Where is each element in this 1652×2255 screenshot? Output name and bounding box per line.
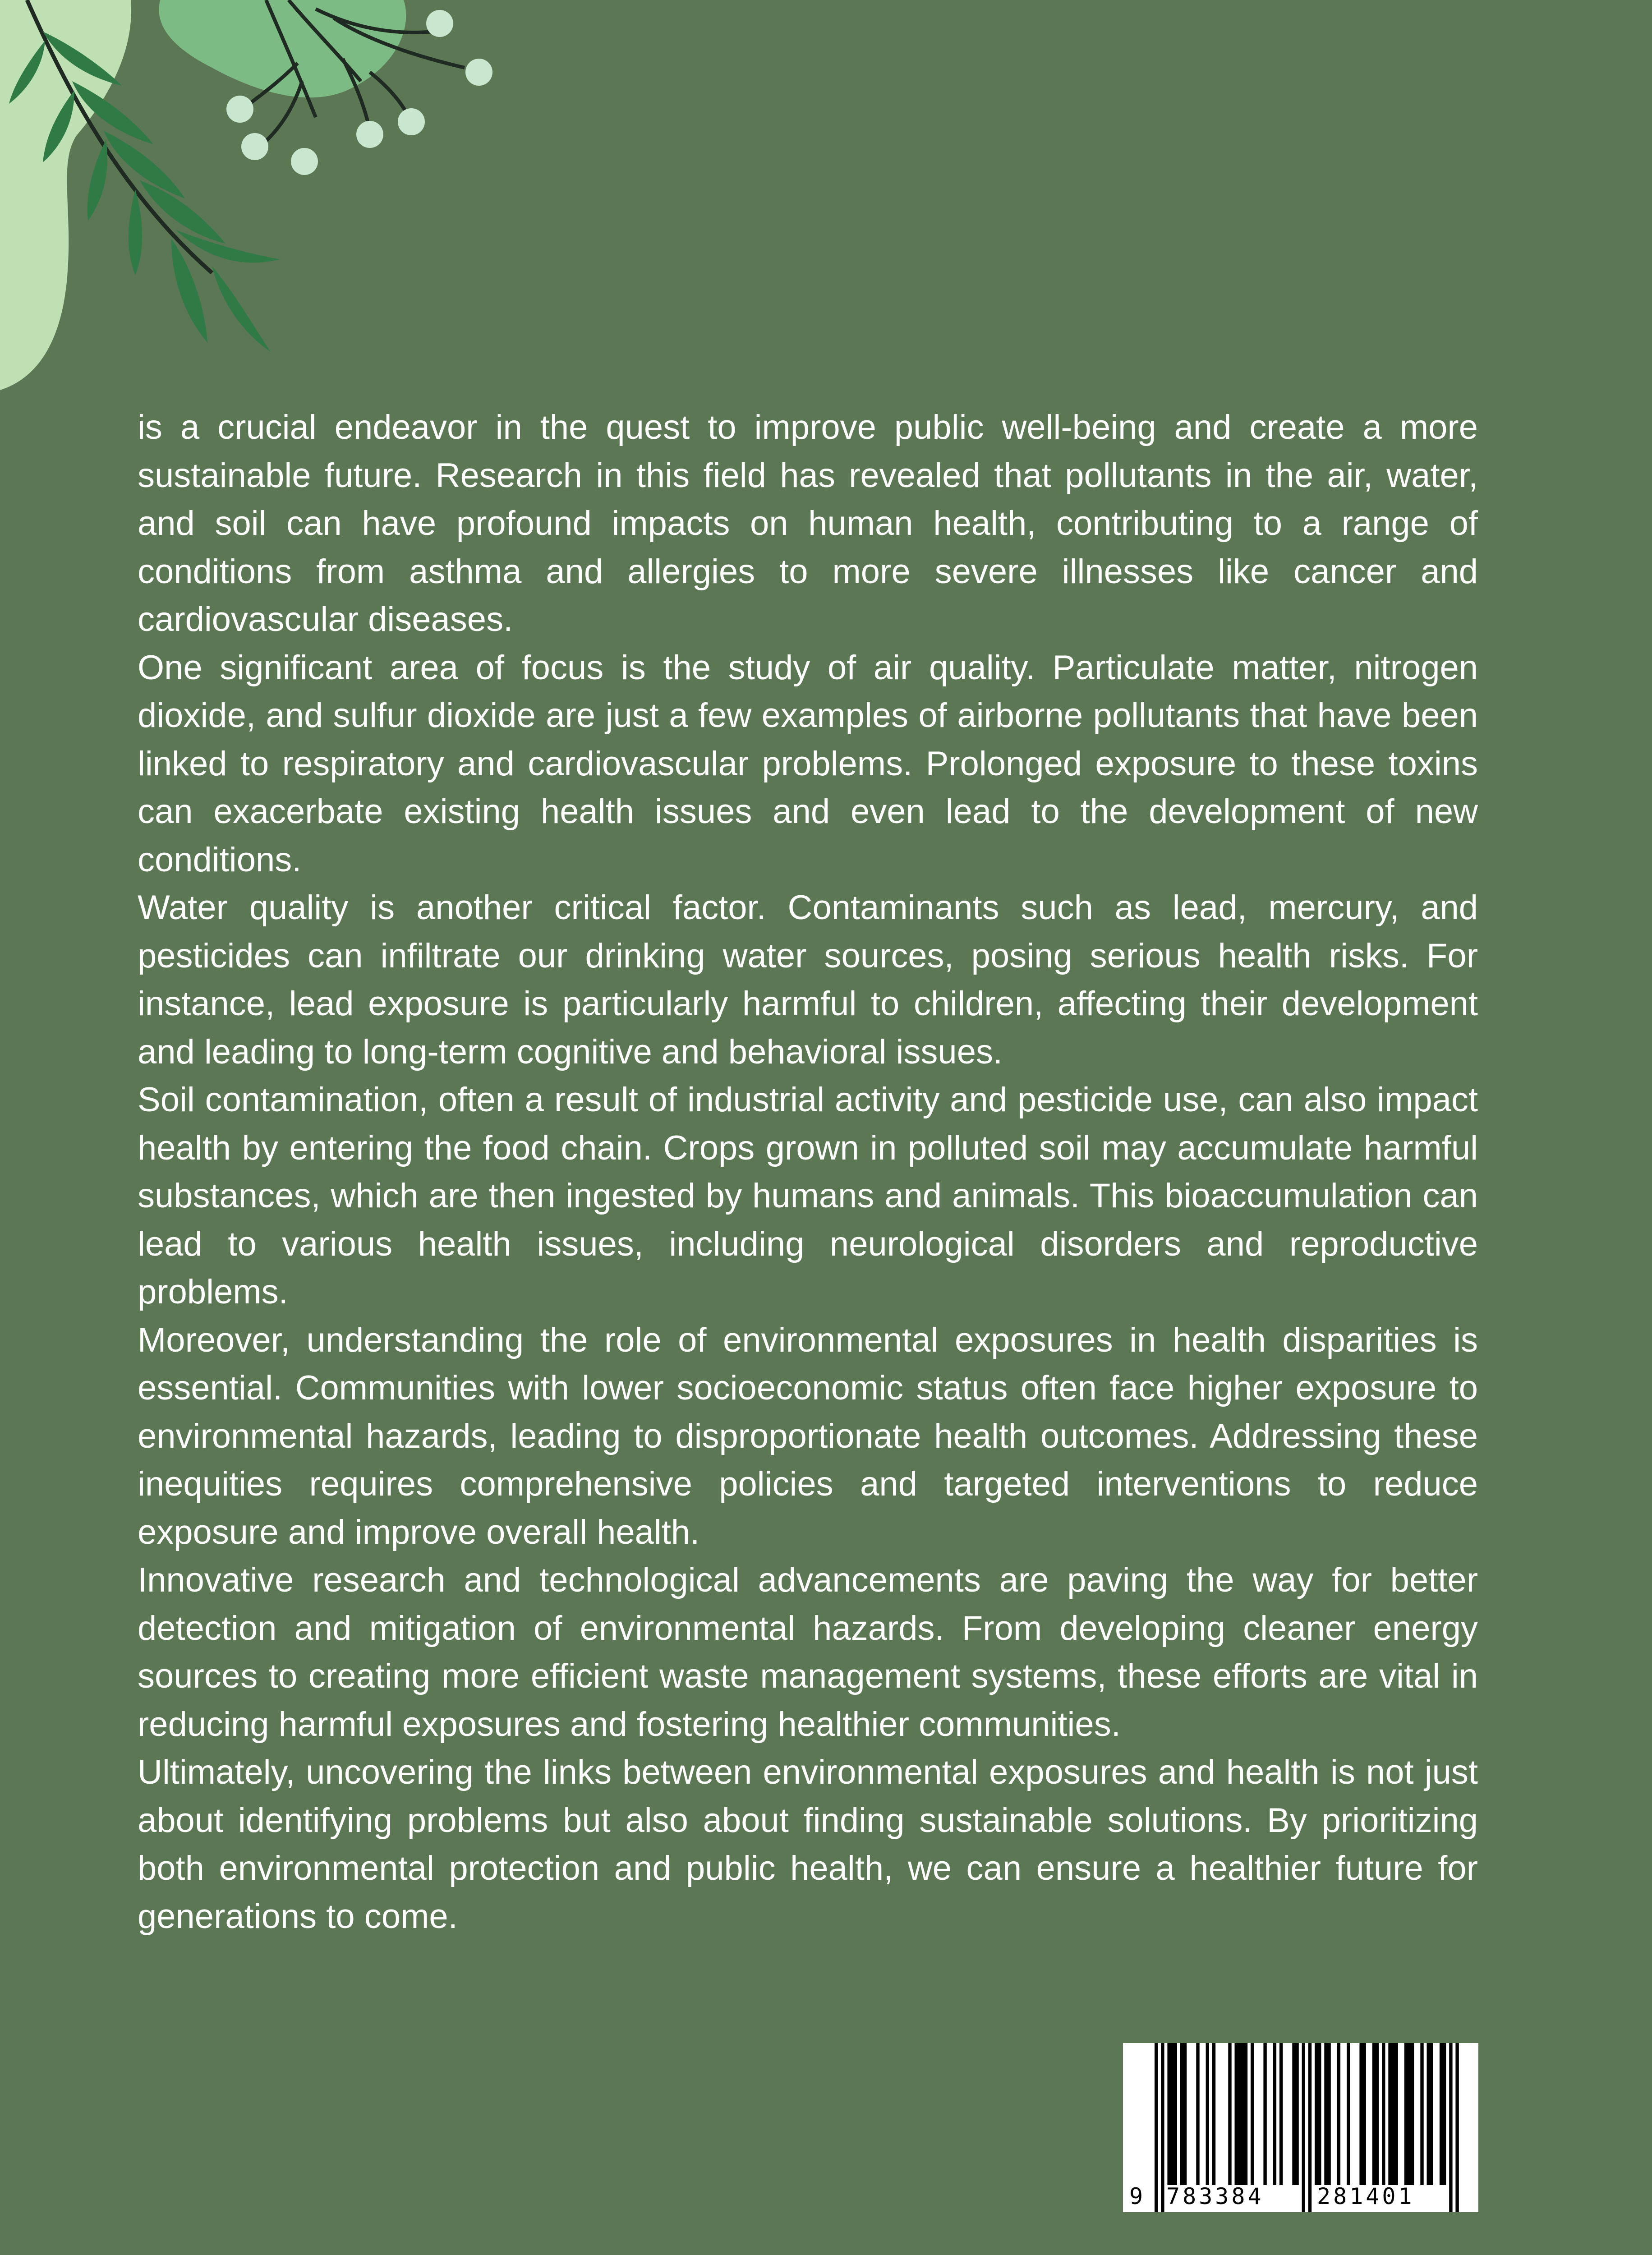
mid-leaf-shape <box>159 0 406 97</box>
barcode-bar <box>1279 2043 1283 2185</box>
barcode-bar <box>1212 2043 1215 2185</box>
isbn-barcode <box>1123 2043 1478 2212</box>
barcode-bar <box>1404 2043 1408 2185</box>
barcode-bar <box>1347 2043 1350 2185</box>
barcode-digits <box>1123 2183 1478 2210</box>
barcode-bar <box>1292 2043 1295 2185</box>
barcode-bar <box>1238 2043 1241 2185</box>
barcode-bar <box>1327 2043 1330 2185</box>
barcode-bar <box>1440 2043 1443 2185</box>
barcode-bar <box>1263 2043 1266 2185</box>
barcode-bar <box>1183 2043 1187 2185</box>
barcode-bar <box>1363 2043 1366 2185</box>
paragraph-intro: is a crucial endeavor in the quest to improve public well-being and create a more sustainable future. Research in this field has revealed that pollutants in the air, water, and soil can have profound impacts on human health, contributing to a range of conditions from asthma and allergies to more severe illnesses like cancer and cardiovascular diseases. <box>138 408 1478 639</box>
barcode-right-group: 281401 <box>1317 2183 1415 2209</box>
barcode-bar <box>1388 2043 1391 2185</box>
barcode-left-group: 783384 <box>1166 2183 1264 2209</box>
barcode-bar <box>1273 2043 1276 2185</box>
barcode-bar <box>1295 2043 1298 2185</box>
barcode-bar <box>1318 2043 1321 2185</box>
botanical-leaves-icon <box>0 0 541 406</box>
paragraph-conclusion: Ultimately, uncovering the links between environmental exposures and health is not just about identifying problems but also about finding sustainable solutions. By prioritizing both environmental protection and public health, we can ensure a healthier future for generations to come. <box>138 1753 1478 1936</box>
barcode-bar <box>1167 2043 1170 2185</box>
barcode-bar <box>1235 2043 1238 2185</box>
barcode-bar <box>1324 2043 1327 2185</box>
barcode-bar <box>1359 2043 1362 2185</box>
barcode-bar <box>1430 2043 1433 2185</box>
barcode-bar <box>1427 2043 1430 2185</box>
barcode-bar <box>1206 2043 1209 2185</box>
barcode-bar <box>1391 2043 1394 2185</box>
paragraph-soil-contamination: Soil contamination, often a result of industrial activity and pesticide use, can also impact health by entering the food chain. Crops grown in polluted soil may accumulate harmful substances, which are then ingested by humans and animals. This bioaccumulation can lead to various health issues, including neurological disorders and reproductive problems. <box>138 1081 1478 1311</box>
barcode-bar <box>1408 2043 1411 2185</box>
back-cover-text <box>138 404 1478 1941</box>
barcode-bar <box>1228 2043 1231 2185</box>
barcode-first-digit: 9 <box>1129 2183 1143 2209</box>
barcode-bar <box>1376 2043 1379 2185</box>
barcode-bar <box>1315 2043 1318 2185</box>
barcode-bar <box>1382 2043 1385 2185</box>
barcode-bar <box>1420 2043 1423 2185</box>
barcode-bar <box>1196 2043 1199 2185</box>
paragraph-air-quality: One significant area of focus is the study of air quality. Particulate matter, nitrogen dioxide, and sulfur dioxide are just a few examples of airborne pollutants that have been linked to respiratory and cardiovascular problems. Prolonged exposure to these toxins can exacerbate existing health issues and even lead to the development of new conditions. <box>138 648 1478 879</box>
barcode-bar <box>1395 2043 1398 2185</box>
barcode-bar <box>1174 2043 1177 2185</box>
barcode-bar <box>1241 2043 1244 2185</box>
barcode-bar <box>1244 2043 1247 2185</box>
paragraph-water-quality: Water quality is another critical factor. Contaminants such as lead, mercury, and pesticides can infiltrate our drinking water sources, posing serious health risks. For instance, lead exposure is particularly harmful to children, affecting their development and leading to long-term cognitive and behavioral issues. <box>138 888 1478 1071</box>
barcode-bar <box>1337 2043 1340 2185</box>
paragraph-health-disparities: Moreover, understanding the role of environmental exposures in health disparities is essential. Communities with lower socioeconomic status often face higher exposure to environmental hazards, leading to disproportionate health outcomes. Addressing these inequities requires comprehensive policies and targeted interventions to reduce exposure and improve overall health. <box>138 1321 1478 1551</box>
barcode-bar <box>1372 2043 1376 2185</box>
barcode-bar <box>1171 2043 1174 2185</box>
barcode-bar <box>1180 2043 1183 2185</box>
barcode-bar <box>1251 2043 1254 2185</box>
paragraph-innovation: Innovative research and technological advancements are paving the way for better detection and mitigation of environmental hazards. From developing cleaner energy sources to creating more efficient waste management systems, these efforts are vital in reducing harmful exposures and fostering healthier communities. <box>138 1561 1478 1744</box>
barcode-bar <box>1443 2043 1446 2185</box>
barcode-bar <box>1411 2043 1414 2185</box>
